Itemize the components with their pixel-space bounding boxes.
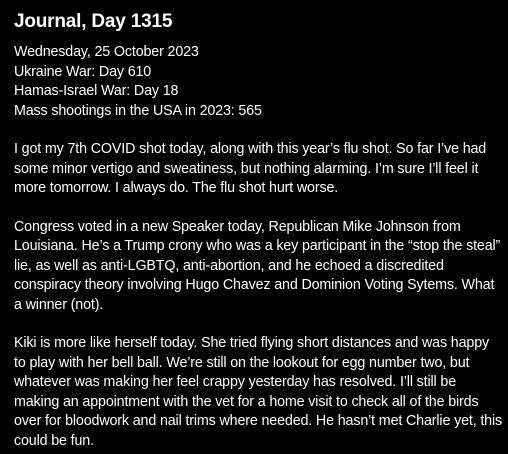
mass-shootings-count: Mass shootings in the USA in 2023: 565	[14, 102, 262, 119]
paragraph-covid-shot: I got my 7th COVID shot today, along with this year’s flu shot. So far I’ve had some minor vertigo and sweatiness, but nothing alarming. I’m sure I’ll feel it more tomorrow. I always do. The flu shot hurt worse.	[14, 141, 487, 196]
hamas-israel-war-day: Hamas-Israel War: Day 18	[14, 83, 179, 99]
entry-title: Journal, Day 1315	[14, 11, 173, 32]
journal-entry	[14, 10, 502, 451]
paragraph-kiki-update: Kiki is more like herself today. She tried flying short distances and was happy to play with her bell ball. We’re still on the lookout for egg number two, but whatever was making her feel crappy yesterday has resolved. I’ll still be making an appointment with the vet for a home visit to check all of the birds over for bloodwork and nail trims where needed. He hasn’t met Charlie yet, this could be fun.	[14, 335, 502, 449]
paragraph-congress-speaker: Congress voted in a new Speaker today, Republican Mike Johnson from Louisiana. He’s a Trump crony who was a key participant in the “stop the steal” lie, as well as anti-LGBTQ, anti-abortion, and he echoed a discredited conspiracy theory involving Hugo Chavez and Dominion Voting Sytems. What a winner (not).	[14, 218, 501, 313]
ukraine-war-day: Ukraine War: Day 610	[14, 63, 152, 80]
entry-date: Wednesday, 25 October 2023	[14, 44, 199, 60]
entry-meta-list	[14, 43, 502, 121]
